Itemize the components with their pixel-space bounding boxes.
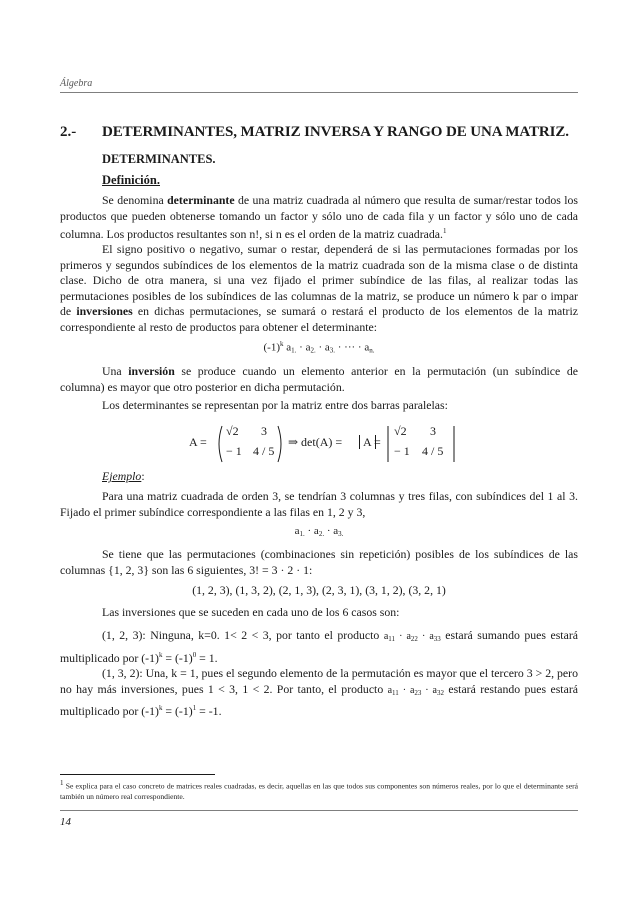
footer-rule — [60, 810, 578, 811]
running-header: Álgebra — [60, 78, 93, 89]
det-a11: √2 — [394, 424, 407, 438]
paragraph-sign: El signo positivo o negativo, sumar o restar, dependerá de si las permutaciones formadas por los primeros y segundos subíndices de los elementos de la matriz cuadrada son de la misma clase o de distinta clase. Dicho de otra manera, si una vez fijado el primer subíndice de las filas, al realizar todas las permutaciones posibles de los subíndices de las columnas de la matriz, se produce un número k par o impar de inversiones en dichas permutaciones, se sumará o restará el producto de los elementos de la matriz correspondiente al resto de productos para obtener el determinante: — [60, 242, 578, 334]
paragraph-inversions-intro: Las inversiones que se suceden en cada uno de los 6 casos son: — [102, 605, 400, 619]
formula-determinant-term: $(-1)^k$ a1. · a2. · a3. · ··· · an. — [263, 340, 375, 355]
section-number: 2.- — [60, 124, 77, 140]
paragraph-notation: Los determinantes se representan por la matriz entre dos barras paralelas: — [102, 398, 448, 412]
footnote-rule — [60, 774, 215, 775]
det-a-bars: A — [359, 435, 376, 449]
subsection-title: DETERMINANTES. — [102, 152, 216, 166]
definition-heading: Definición. — [102, 173, 160, 187]
det-eq: = — [374, 435, 381, 449]
det-a22: 4 / 5 — [422, 444, 444, 458]
example-heading: Ejemplo: — [102, 469, 145, 483]
section-title: DETERMINANTES, MATRIZ INVERSA Y RANGO DE UNA MATRIZ. — [102, 124, 569, 140]
footnote: $^1$ Se explica para el caso concreto de matrices reales cuadradas, es decir, aquellas en las que todos sus componentes son números reales, por lo que el determinante será también un número real correspondiente. — [60, 779, 578, 802]
matrix-lhs: A = — [189, 435, 207, 449]
permutation-list: (1, 2, 3), (1, 3, 2), (2, 1, 3), (2, 3, 1), (3, 1, 2), (3, 2, 1) — [192, 583, 446, 597]
paragraph-case-132: (1, 3, 2): Una, k = 1, pues el segundo elemento de la permutación es mayor que el tercero 3 > 2, pero no hay más inversiones, pues 1 < 3, 1 < 2. Por tanto, el producto $a_{11} \cdot a_{23} \cdot a_{32}$ estará restando pues estará multiplicado por $(-1)^k = (-1)^1 = -1$. — [60, 666, 578, 719]
matrix-a11: √2 — [226, 424, 239, 438]
det-a12: 3 — [430, 424, 436, 438]
matrix-a21: − 1 — [226, 444, 242, 458]
header-rule — [60, 92, 578, 93]
paragraph-case-123: (1, 2, 3): Ninguna, k=0. 1< 2 < 3, por tanto el producto $a_{11} \cdot a_{22} \cdot a_{33}$ estará sumando pues estará multiplicado por $(-1)^k = (-1)^0 = 1$. — [60, 628, 578, 665]
matrix-example — [0, 424, 638, 464]
det-label: ⇒ det(A) = — [288, 435, 343, 449]
matrix-a12: 3 — [261, 424, 267, 438]
matrix-a22: 4 / 5 — [253, 444, 275, 458]
paragraph-inversion: Una inversión se produce cuando un elemento anterior en la permutación (un subíndice de columna) es mayor que otro posterior en dicha permutación. — [60, 364, 578, 394]
footnote-ref: 1 — [442, 227, 447, 236]
paragraph-example: Para una matriz cuadrada de orden 3, se tendrían 3 columnas y tres filas, con subíndices del 1 al 3. Fijado el primer subíndice correspondiente a las filas en 1, 2 y 3, — [60, 489, 578, 519]
paragraph-definition: Se denomina determinante de una matriz cuadrada al número que resulta de sumar/restar todos los productos que pueden obtenerse tomando un factor y sólo uno de cada fila y un factor y sólo uno de cada columna. Los productos resultantes son n!, si n es el orden de la matriz cuadrada.$^1$ — [60, 193, 578, 242]
formula-row-product: a1. · a2. · a3. — [294, 525, 344, 538]
det-a21: − 1 — [394, 444, 410, 458]
page-number: 14 — [60, 816, 71, 828]
paragraph-permutations: Se tiene que las permutaciones (combinaciones sin repetición) posibles de los subíndices de las columnas {1, 2, 3} son las 6 siguientes, 3! = 3 · 2 · 1: — [60, 547, 578, 577]
